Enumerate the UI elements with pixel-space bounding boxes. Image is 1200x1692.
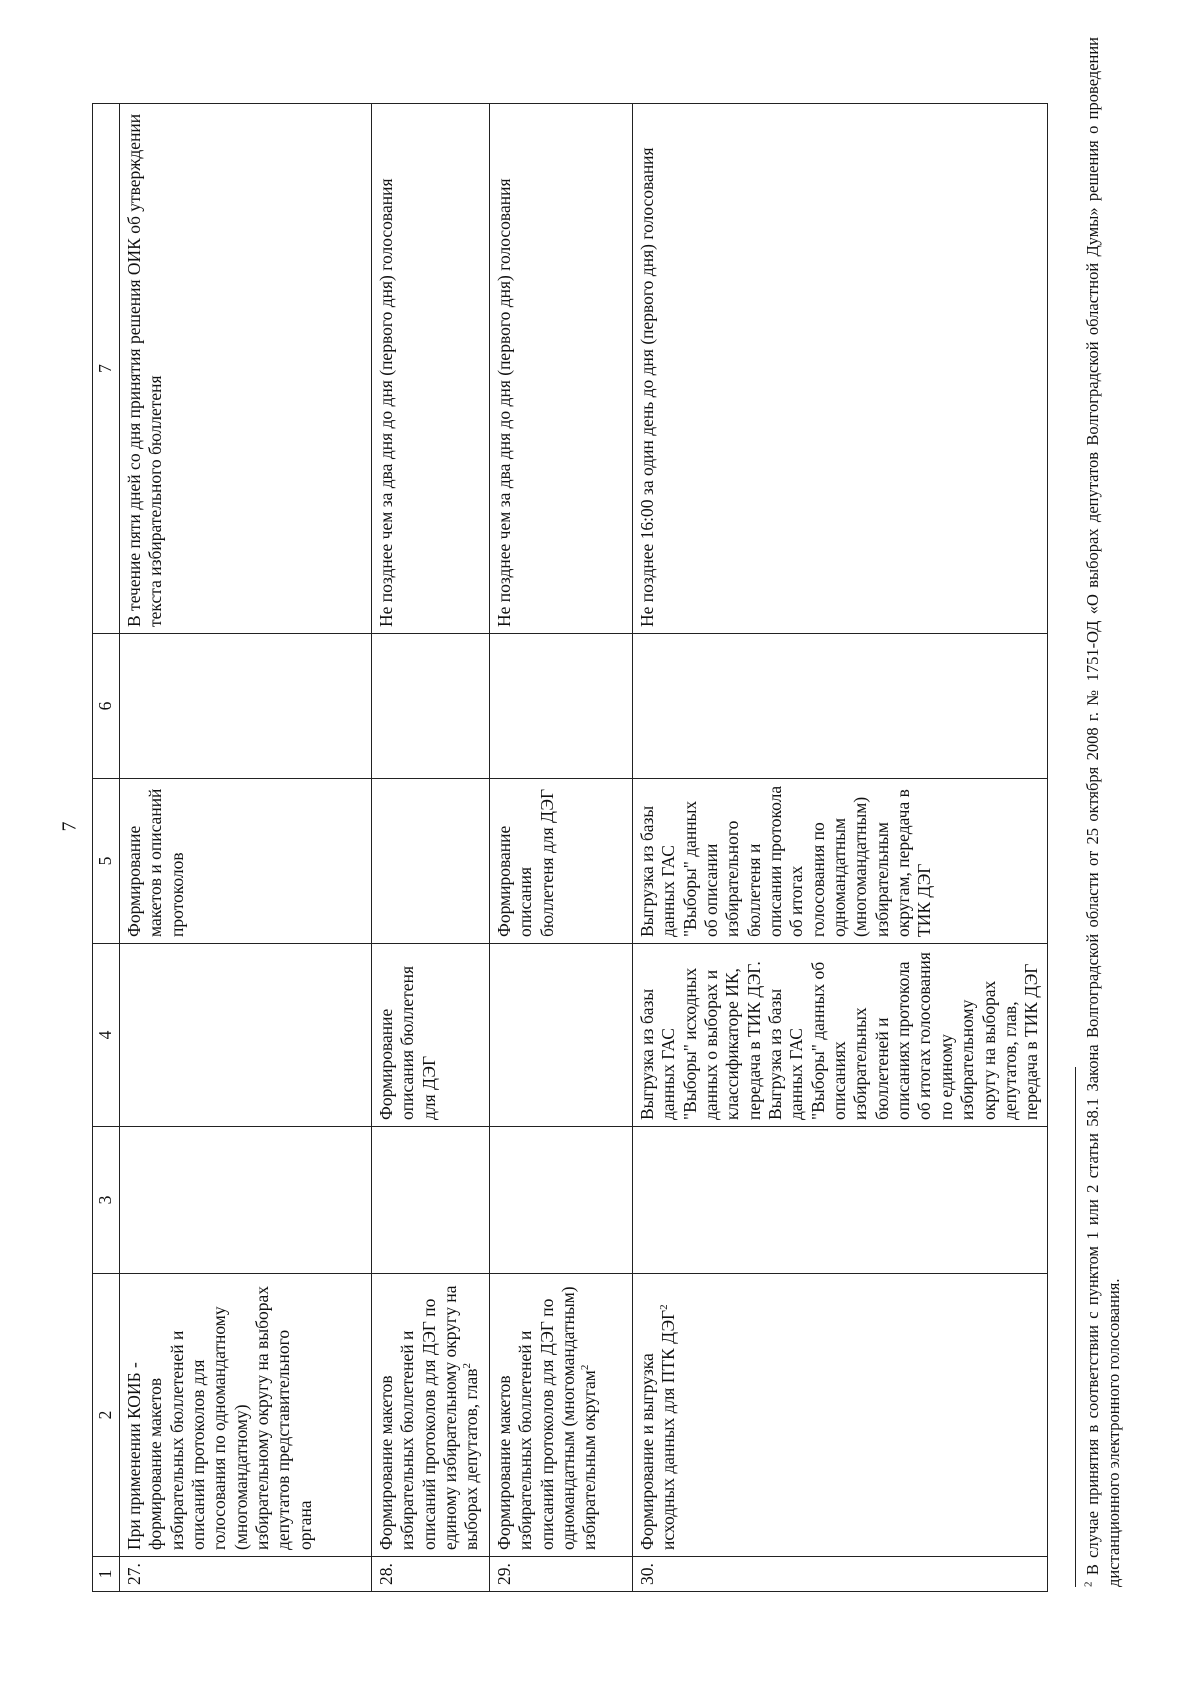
header-cell: 7 <box>93 104 120 634</box>
footnote-ref: 2 <box>658 1304 671 1310</box>
header-cell: 5 <box>93 779 120 944</box>
schedule-table <box>92 103 1048 1592</box>
col6-cell <box>372 634 490 779</box>
deadline-cell: Не позднее чем за два дня до дня (первого дня) голосования <box>372 104 490 634</box>
footnote-ref: 2 <box>461 1362 474 1369</box>
deadline-cell: Не позднее чем за два дня до дня (первого дня) голосования <box>490 104 633 634</box>
header-row <box>93 104 120 1592</box>
footnote-separator <box>1075 1067 1076 1587</box>
col4-cell <box>490 944 633 1127</box>
row-number: 28. <box>372 1557 490 1592</box>
task-cell <box>490 1274 633 1557</box>
col3-cell <box>120 1127 372 1274</box>
header-cell: 2 <box>93 1274 120 1557</box>
header-cell: 6 <box>93 634 120 779</box>
table-row <box>372 104 490 1592</box>
table-row <box>120 104 372 1592</box>
row-number: 27. <box>120 1557 372 1592</box>
page-number: 7 <box>58 821 81 832</box>
table-row <box>490 104 633 1592</box>
deadline-cell: В течение пяти дней со дня принятия решения ОИК об утверждении текста избирательного бюллетеня <box>120 104 372 634</box>
col3-cell <box>633 1127 1048 1274</box>
col6-cell <box>490 634 633 779</box>
row-number: 29. <box>490 1557 633 1592</box>
col3-cell <box>372 1127 490 1274</box>
footnote-marker: 2 <box>1082 1581 1095 1587</box>
header-cell: 4 <box>93 944 120 1127</box>
col5-cell <box>372 779 490 944</box>
col6-cell <box>633 634 1048 779</box>
header-cell: 3 <box>93 1127 120 1274</box>
task-text: Формирование и выгрузка исходных данных для ПТК ДЭГ <box>637 1309 679 1550</box>
footnote-text: В случае принятия в соответствии с пунктом 1 или 2 статьи 58.1 Закона Волгоградской области от 25 октября 2008 г. № 1751-ОД «О выборах депутатов Волгоградской областной Думы» решения о проведении дистанционного электронного голосования. <box>1083 36 1124 1587</box>
task-text: Формирование макетов избирательных бюллетеней и описаний протоколов для ДЭГ по одномандатным (многомандатным) избирательным округам <box>494 1286 600 1550</box>
col4-cell: Формирование описания бюллетеня для ДЭГ <box>372 944 490 1127</box>
footnote-ref: 2 <box>579 1364 592 1371</box>
col6-cell <box>120 634 372 779</box>
task-cell <box>120 1274 372 1557</box>
task-text: Формирование макетов избирательных бюллетеней и описаний протоколов для ДЭГ по единому избирательному округу на выборах депутатов, глав <box>376 1285 482 1550</box>
deadline-cell: Не позднее 16:00 за один день до дня (первого дня) голосования <box>633 104 1048 634</box>
col3-cell <box>490 1127 633 1274</box>
col4-cell: Выгрузка из базы данных ГАС "Выборы" исходных данных о выборах и классификаторе ИК, передача в ТИК ДЭГ. Выгрузка из базы данных ГАС "Выборы" данных об описаниях избирательных бюллетеней и описаниях протокола об итогах голосования по единому избирательному округу на выборах депутатов, глав, передача в ТИК ДЭГ <box>633 944 1048 1127</box>
col5-cell: Формирование описания бюллетеня для ДЭГ <box>490 779 633 944</box>
col5-cell: Формирование макетов и описаний протоколов <box>120 779 372 944</box>
col5-cell: Выгрузка из базы данных ГАС "Выборы" данных об описании избирательного бюллетеня и описании протокола об итогах голосования по одномандатным (многомандатным) избирательным округам, передача в ТИК ДЭГ <box>633 779 1048 944</box>
row-number: 30. <box>633 1557 1048 1592</box>
header-cell: 1 <box>93 1557 120 1592</box>
table-row <box>633 104 1048 1592</box>
task-cell <box>372 1274 490 1557</box>
task-text: При применении КОИБ - формирование макетов избирательных бюллетеней и описаний протоколов для голосования по одномандатному (многомандатному) избирательному округу на выборах депутатов представительного органа <box>124 1286 315 1550</box>
task-cell <box>633 1274 1048 1557</box>
col4-cell <box>120 944 372 1127</box>
footnote <box>1082 37 1125 1587</box>
